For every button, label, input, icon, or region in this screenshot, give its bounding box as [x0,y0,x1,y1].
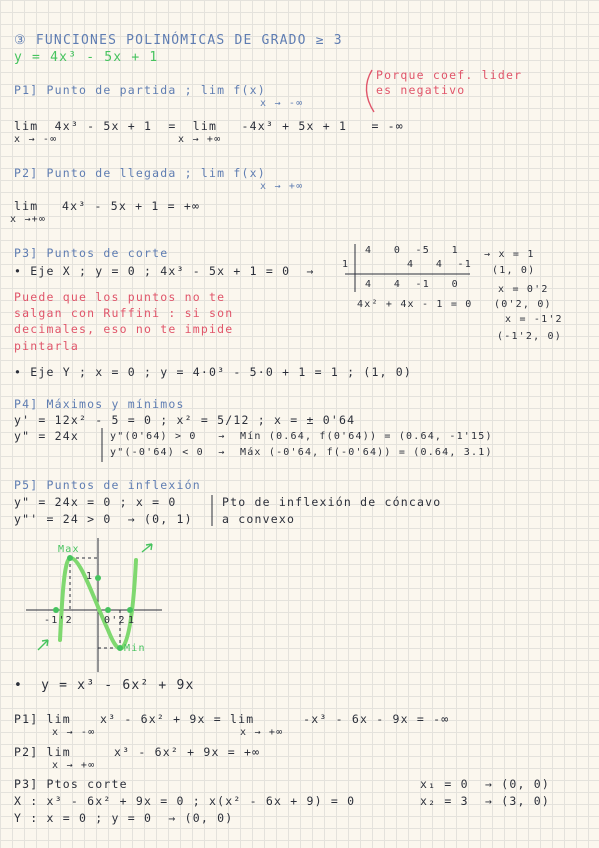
root-point-02 [105,607,111,613]
inflection-point [95,575,101,581]
f2-p1-expr: x³ - 6x² + 9x = lim -x³ - 6x - 9x = -∞ [100,712,450,726]
p1-note-line2: es negativo [376,83,466,97]
graph-label-max: Max [58,544,80,555]
function-equation-1: y = 4x³ - 5x + 1 [14,50,159,65]
f2-p2-label: P2] lim [14,745,71,759]
p1-limit-line: lim 4x³ - 5x + 1 = lim -4x³ + 5x + 1 = -∞ [14,119,404,133]
root-point-1 [127,607,133,613]
quadratic: 4x² + 4x - 1 = 0 [357,299,473,310]
root-point-neg [53,607,59,613]
root2-point: (0'2, 0) [494,299,552,310]
warning-line4: pintarla [14,339,79,353]
f2-p2-expr: x³ - 6x² + 9x = +∞ [114,745,261,759]
p4-line2: y" = 24x [14,429,79,443]
f2-p1-sub1: x → -∞ [52,727,96,738]
left-arrow-icon [38,640,48,650]
f2-p3-eje-y: Y : x = 0 ; y = 0 → (0, 0) [14,811,234,825]
p5-line1: y" = 24x = 0 ; x = 0 [14,495,177,509]
f2-p3-root1: x₁ = 0 → (0, 0) [420,777,550,791]
p5-note-line2: a convexo [222,512,296,526]
p2-limit-expr: 4x³ - 5x + 1 = +∞ [62,199,201,213]
f2-p3-root2: x₂ = 3 → (3, 0) [420,794,550,808]
p1-limit-sub2: x → +∞ [178,134,222,145]
p2-heading: P2] Punto de llegada ; lim f(x) [14,166,266,180]
warning-line2: salgan con Ruffini : si son [14,306,234,320]
note-bracket [366,70,374,112]
f2-p3-eje-x: X : x³ - 6x² + 9x = 0 ; x(x² - 6x + 9) = 0 [14,794,356,808]
ruffini-row2: 1 4 4 -1 [342,259,472,270]
p3-heading: P3] Puntos de corte [14,246,169,260]
p4-line1: y' = 12x² - 5 = 0 ; x² = 5/12 ; x = ± 0'64 [14,413,356,427]
p2-limit-sub: x →+∞ [10,214,47,225]
f2-p2-sub: x → +∞ [52,760,96,771]
function-equation-2: • y = x³ - 6x² + 9x [14,678,195,693]
f2-p3-heading: P3] Ptos corte [14,777,128,791]
warning-line3: decimales, eso no te impide [14,322,234,336]
min-point [117,645,123,651]
p4-heading: P4] Máximos y mínimos [14,397,185,411]
graph-tick-y: 1 [86,571,94,582]
p1-note-line1: Porque coef. lider [376,68,523,82]
f2-p1-sub2: x → +∞ [240,727,284,738]
ruffini-row3: 4 4 -1 0 [365,279,459,290]
graph-tick-pos2: 1 [128,615,136,626]
p5-heading: P5] Puntos de inflexión [14,478,201,492]
root1: → x = 1 [484,249,535,260]
graph-label-min: Min [124,643,146,654]
ruffini-row1: 4 0 -5 1 [365,245,459,256]
p2-heading-sub: x → +∞ [260,181,304,192]
p1-heading: P1] Punto de partida ; lim f(x) [14,83,266,97]
warning-line1: Puede que los puntos no te [14,290,226,304]
root1-point: (1, 0) [492,265,536,276]
right-arrow-icon [142,544,152,552]
p5-note-line1: Pto de inflexión de cóncavo [222,495,442,509]
p4-line2-a: y"(0'64) > 0 → Mín (0.64, f(0'64)) = (0.64, -1'15) [110,431,493,442]
root3-point: (-1'2, 0) [497,331,562,342]
p3-eje-y: • Eje Y ; x = 0 ; y = 4·0³ - 5·0 + 1 = 1 ; (1, 0) [14,365,413,379]
p3-eje-x: • Eje X ; y = 0 ; 4x³ - 5x + 1 = 0 → [14,264,315,278]
p4-line2-b: y"(-0'64) < 0 → Máx (-0'64, f(-0'64)) = (0.64, 3.1) [110,447,493,458]
f2-p1-label: P1] lim [14,712,71,726]
root3: x = -1'2 [505,314,563,325]
root2: x = 0'2 [498,284,549,295]
p5-line2: y"' = 24 > 0 → (0, 1) [14,512,193,526]
p2-limit-word: lim [14,199,39,213]
graph-tick-neg: -1'2 [44,615,73,626]
p1-limit-sub1: x → -∞ [14,134,58,145]
section-title: ③ FUNCIONES POLINÓMICAS DE GRADO ≥ 3 [14,33,343,48]
p1-heading-sub: x → -∞ [260,98,304,109]
graph-tick-pos1: 0'2 [104,615,126,626]
